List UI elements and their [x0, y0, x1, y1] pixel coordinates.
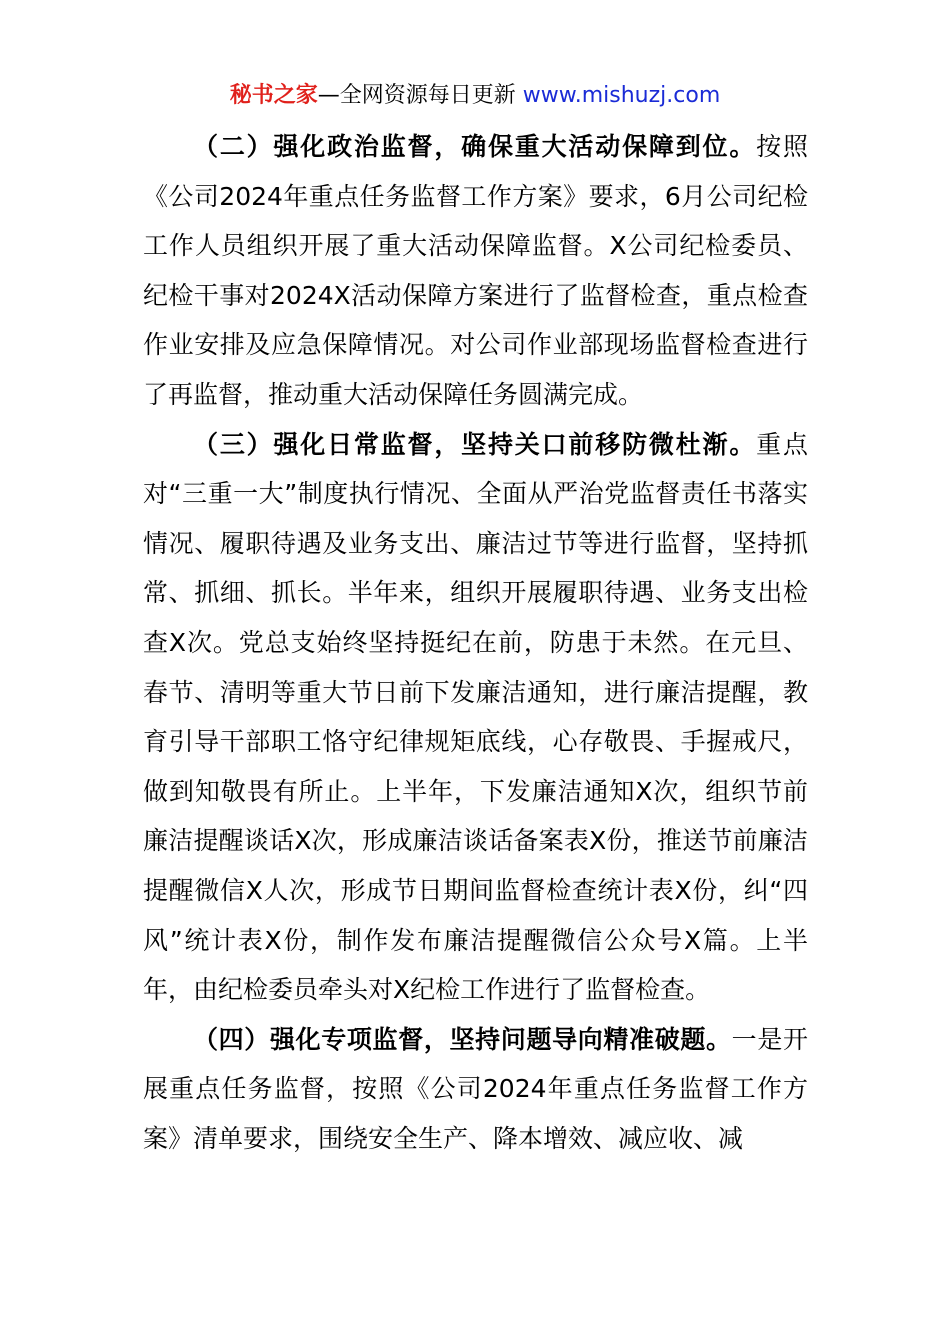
paragraph-4 — [143, 1015, 808, 1164]
paragraph-heading: （四）强化专项监督，坚持问题导向精准破题。 — [193, 1024, 732, 1054]
paragraph-2 — [143, 122, 808, 420]
document-body — [143, 122, 808, 1163]
paragraph-text: 一是开展重点任务监督，按照《公司2024年重点任务监督工作方案》清单要求，围绕安全生产、降本增效、减应收、减 — [143, 1024, 808, 1153]
header-brand: 秘书之家 — [229, 83, 318, 108]
header-url[interactable]: www.mishuzj.com — [522, 83, 721, 108]
paragraph-heading: （二）强化政治监督，确保重大活动保障到位。 — [193, 132, 757, 161]
paragraph-text: 重点对“三重一大”制度执行情况、全面从严治党监督责任书落实情况、履职待遇及业务支出、廉洁过节等进行监督，坚持抓常、抓细、抓长。半年来，组织开展履职待遇、业务支出检查X次。党总支始终坚持挺纪在前，防患于未然。在元旦、春节、清明等重大节日前下发廉洁通知，进行廉洁提醒，教育引导干部职工恪守纪律规矩底线，心存敬畏、手握戒尺，做到知敬畏有所止。上半年，下发廉洁通知X次，组织节前廉洁提醒谈话X次，形成廉洁谈话备案表X份，推送节前廉洁提醒微信X人次，形成节日期间监督检查统计表X份，纠“四风”统计表X份，制作发布廉洁提醒微信公众号X篇。上半年，由纪检委员牵头对X纪检工作进行了监督检查。 — [143, 429, 808, 1005]
paragraph-heading: （三）强化日常监督，坚持关口前移防微杜渐。 — [193, 429, 757, 459]
paragraph-3 — [143, 420, 808, 1015]
header-tagline: —全网资源每日更新 — [317, 83, 516, 108]
page-header — [0, 80, 950, 112]
paragraph-text: 按照《公司2024年重点任务监督工作方案》要求，6月公司纪检工作人员组织开展了重大活动保障监督。X公司纪检委员、纪检干事对2024X活动保障方案进行了监督检查，重点检查作业安排及应急保障情况。对公司作业部现场监督检查进行了再监督，推动重大活动保障任务圆满完成。 — [143, 132, 808, 409]
